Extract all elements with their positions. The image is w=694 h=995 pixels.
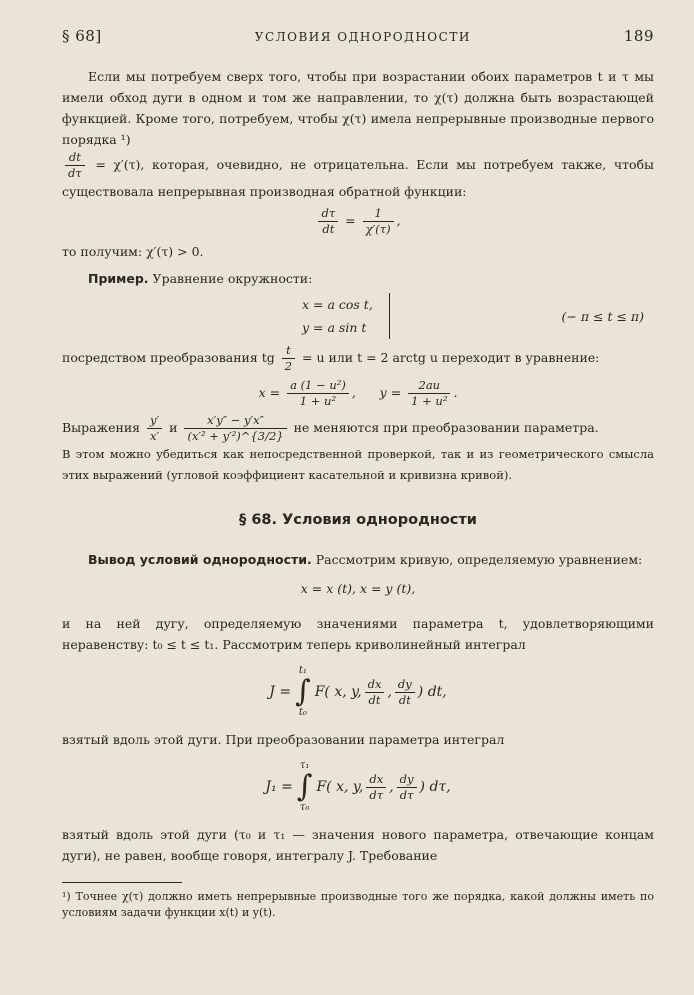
footnote: ¹) Точнее χ(τ) должно иметь непрерывные производные того же порядка, какой должны иметь по условиям задачи функции x(t) и y(t). <box>62 890 654 919</box>
paragraph-6: Вывод условий однородности. Рассмотрим кривую, определяемую уравнением: <box>88 552 643 567</box>
page-body <box>62 66 654 921</box>
paragraph-1: Если мы потребуем сверх того, чтобы при возрастании обоих параметров t и τ мы имели обход дуги в одном и том же направлении, то χ(τ) должна быть возрастающей функцией. Кроме того, потребуем, чтобы χ(τ) имела непрерывные производные первого порядка ¹) <box>62 69 654 147</box>
circle-system: x = a cos t, y = a sin t (− π ≤ t ≤ π) <box>62 293 654 339</box>
paragraph-7: и на ней дугу, определяемую значениями параметра t, удовлетворяющими неравенству: t₀ ≤ t ≤ t₁. Рассмотрим теперь криволинейный интеграл <box>62 616 654 652</box>
formula-rational-param: x = $\frac{\text{a (1 − u²)}}{\text{1 + u²}}$ , y = $\frac{2au}{\text{1 + u²}}$ . <box>258 378 458 408</box>
paragraph-5: В этом можно убедиться как непосредственной проверкой, так и из геометрического смысла этих выражений (угловой коэффициент касательной и кривизна кривой). <box>62 447 654 482</box>
running-header <box>62 27 654 45</box>
parameter-range: (− π ≤ t ≤ π) <box>561 308 644 324</box>
paragraph-8: взятый вдоль этой дуги. При преобразовании параметра интеграл <box>62 732 505 747</box>
formula-inverse-derivative: $\frac{d\tau}{dt}$ = $\frac{1}{\chi'(\tau)}$ , <box>62 206 654 237</box>
integral-J: J = t₁ ∫ t₀ F( x, y, dx dt , dy dt ) dt, <box>269 665 447 718</box>
integral-J1: J₁ = τ₁ ∫ τ₀ F( x, y, dx dτ , dy dτ ) dτ, <box>265 760 451 813</box>
fraction-dt-dtau: $\frac{dt}{d\tau}$ <box>65 150 85 181</box>
integral-sign: τ₁ ∫ τ₀ <box>296 760 313 813</box>
header-section: § 68] <box>62 27 102 45</box>
example-label: Пример. <box>88 271 149 286</box>
formula-curve: x = x (t), x = y (t), <box>300 581 416 596</box>
integral-sign: t₁ ∫ t₀ <box>295 665 311 718</box>
paragraph-4: Выражения $\frac{y'}{x'}$ и $\frac{x'y'' - y'x''}{\text{(x′² + y′²)\textasciicircum{}\{3/2\}}}$ не меняются при преобразовании параметра. <box>62 413 599 443</box>
paragraph-1b: $\frac{dt}{d\tau}$ = χ′(τ), которая, очевидно, не отрицательна. Если мы потребуем также, чтобы существовала непрерывная производная обратной функции: <box>62 150 654 199</box>
footnote-divider <box>62 882 182 883</box>
section-heading: § 68. Условия однородности <box>239 512 477 528</box>
paragraph-3: посредством преобразования tg $\frac{t}{2}$ = u или t = 2 arctg u переходит в уравнение: <box>62 343 600 373</box>
paragraph-6-label: Вывод условий однородности. <box>88 552 312 567</box>
paragraph-2: то получим: χ′(τ) > 0. <box>62 244 204 259</box>
example-paragraph: Пример. Уравнение окружности: <box>88 271 313 286</box>
page-number: 189 <box>623 27 654 45</box>
paragraph-9: взятый вдоль этой дуги (τ₀ и τ₁ — значения нового параметра, отвечающие концам дуги), не равен, вообще говоря, интегралу J. Требование <box>62 827 654 863</box>
header-title: УСЛОВИЯ ОДНОРОДНОСТИ <box>254 30 471 44</box>
